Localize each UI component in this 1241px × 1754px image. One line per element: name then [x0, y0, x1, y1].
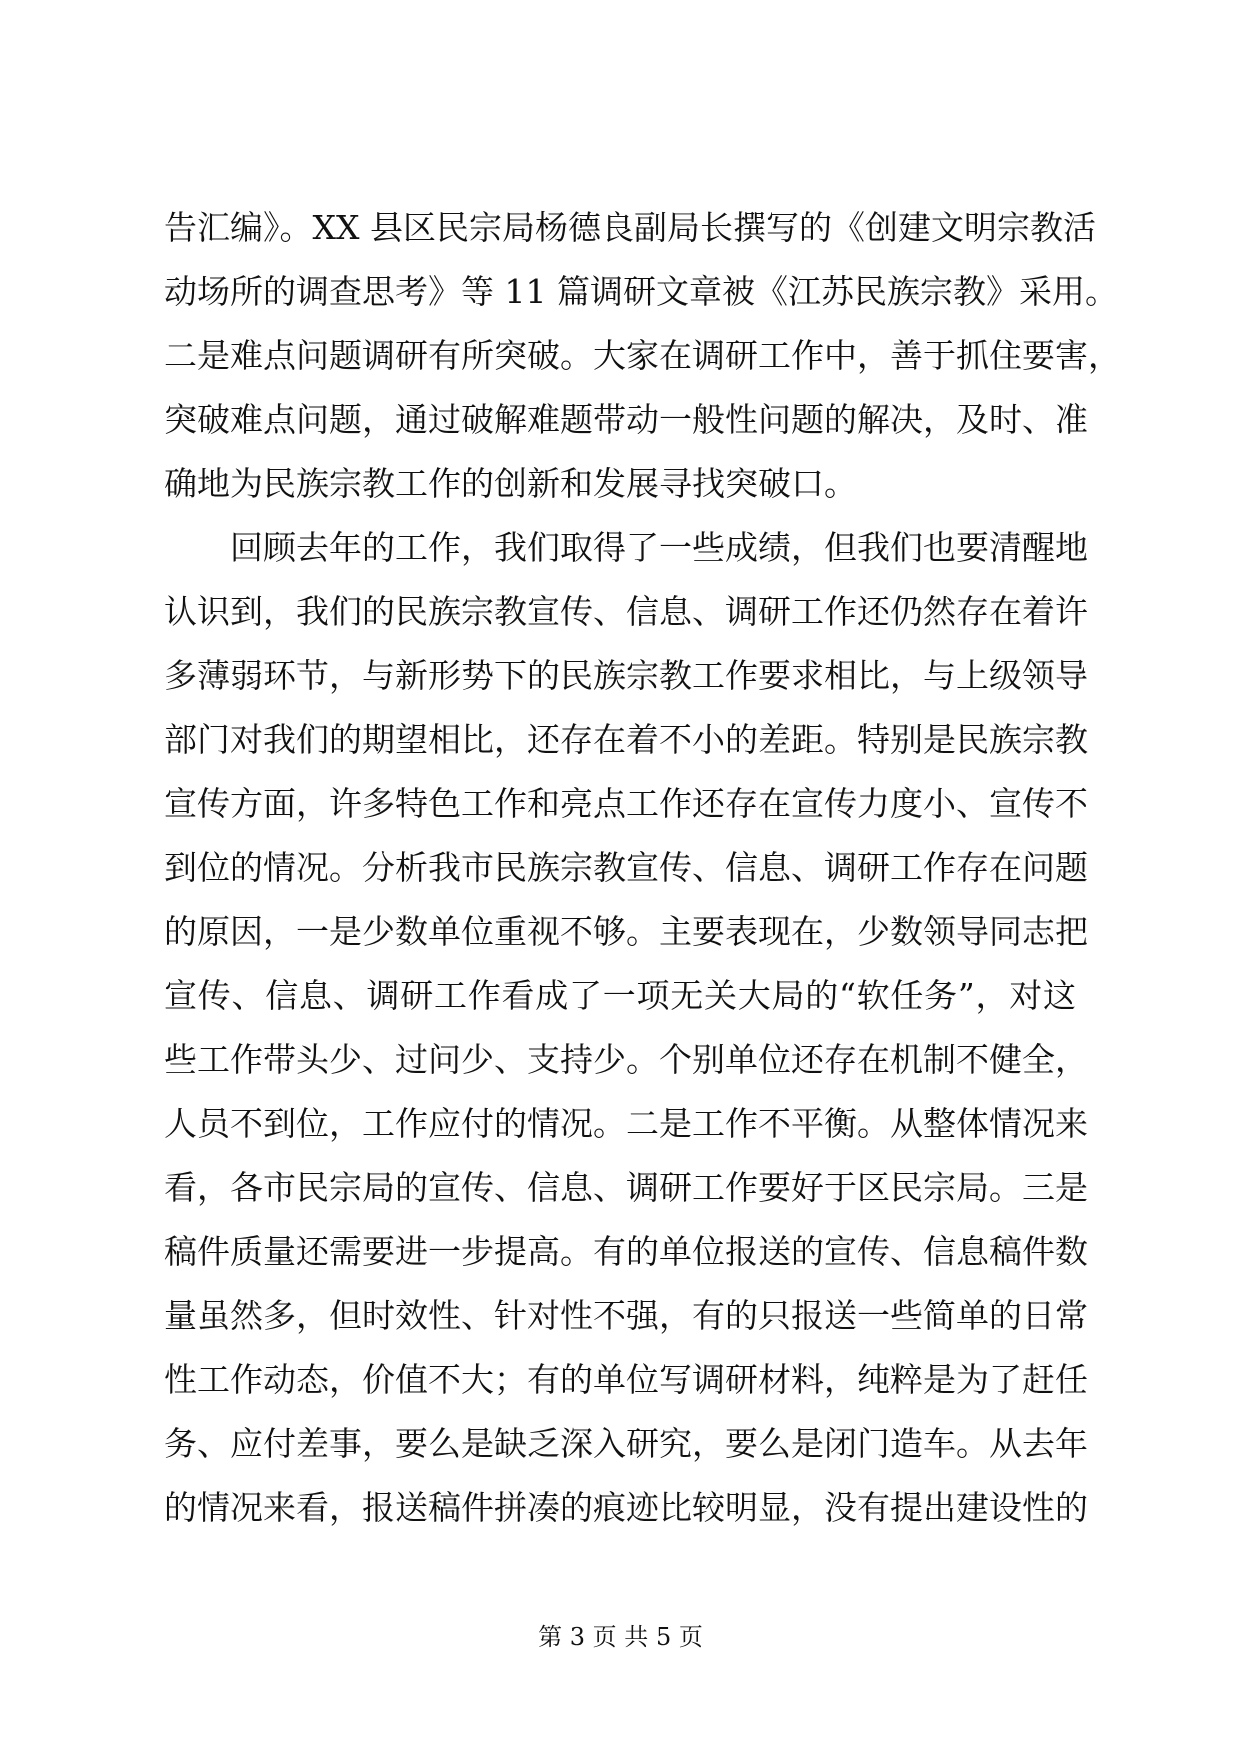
- text-line: 的原因，一是少数单位重视不够。主要表现在，少数领导同志把: [164, 912, 1088, 951]
- text-line: 人员不到位，工作应付的情况。二是工作不平衡。从整体情况来: [164, 1104, 1088, 1143]
- text-line: 动场所的调查思考》等 11 篇调研文章被《江苏民族宗教》采用。: [164, 272, 1118, 311]
- body-text: [164, 196, 1121, 1540]
- text-line: 宣传、信息、调研工作看成了一项无关大局的“软任务”，对这: [164, 976, 1076, 1015]
- text-line: 性工作动态，价值不大；有的单位写调研材料，纯粹是为了赶任: [164, 1360, 1088, 1399]
- text-line: 些工作带头少、过问少、支持少。个别单位还存在机制不健全，: [164, 1040, 1088, 1079]
- text-line: 二是难点问题调研有所突破。大家在调研工作中，善于抓住要害，: [164, 336, 1121, 375]
- text-line: 务、应付差事，要么是缺乏深入研究，要么是闭门造车。从去年: [164, 1424, 1088, 1463]
- text-line: 确地为民族宗教工作的创新和发展寻找突破口。: [164, 464, 857, 503]
- text-line: 突破难点问题，通过破解难题带动一般性问题的解决，及时、准: [164, 400, 1088, 439]
- paragraph-1: [164, 196, 1121, 516]
- text-line: 到位的情况。分析我市民族宗教宣传、信息、调研工作存在问题: [164, 848, 1088, 887]
- text-line: 部门对我们的期望相比，还存在着不小的差距。特别是民族宗教: [164, 720, 1088, 759]
- text-line: 量虽然多，但时效性、针对性不强，有的只报送一些简单的日常: [164, 1296, 1088, 1335]
- text-line: 宣传方面，许多特色工作和亮点工作还存在宣传力度小、宣传不: [164, 784, 1088, 823]
- paragraph-2: [164, 516, 1088, 1540]
- page-number: 第 3 页 共 5 页: [538, 1623, 703, 1651]
- text-line: 多薄弱环节，与新形势下的民族宗教工作要求相比，与上级领导: [164, 656, 1088, 695]
- text-line: 告汇编》。XX 县区民宗局杨德良副局长撰写的《创建文明宗教活: [164, 208, 1096, 247]
- text-line: 的情况来看，报送稿件拼凑的痕迹比较明显，没有提出建设性的: [164, 1488, 1088, 1527]
- text-line: 看，各市民宗局的宣传、信息、调研工作要好于区民宗局。三是: [164, 1168, 1088, 1207]
- text-line: 回顾去年的工作，我们取得了一些成绩，但我们也要清醒地: [230, 528, 1088, 567]
- text-line: 稿件质量还需要进一步提高。有的单位报送的宣传、信息稿件数: [164, 1232, 1088, 1271]
- text-line: 认识到，我们的民族宗教宣传、信息、调研工作还仍然存在着许: [164, 592, 1088, 631]
